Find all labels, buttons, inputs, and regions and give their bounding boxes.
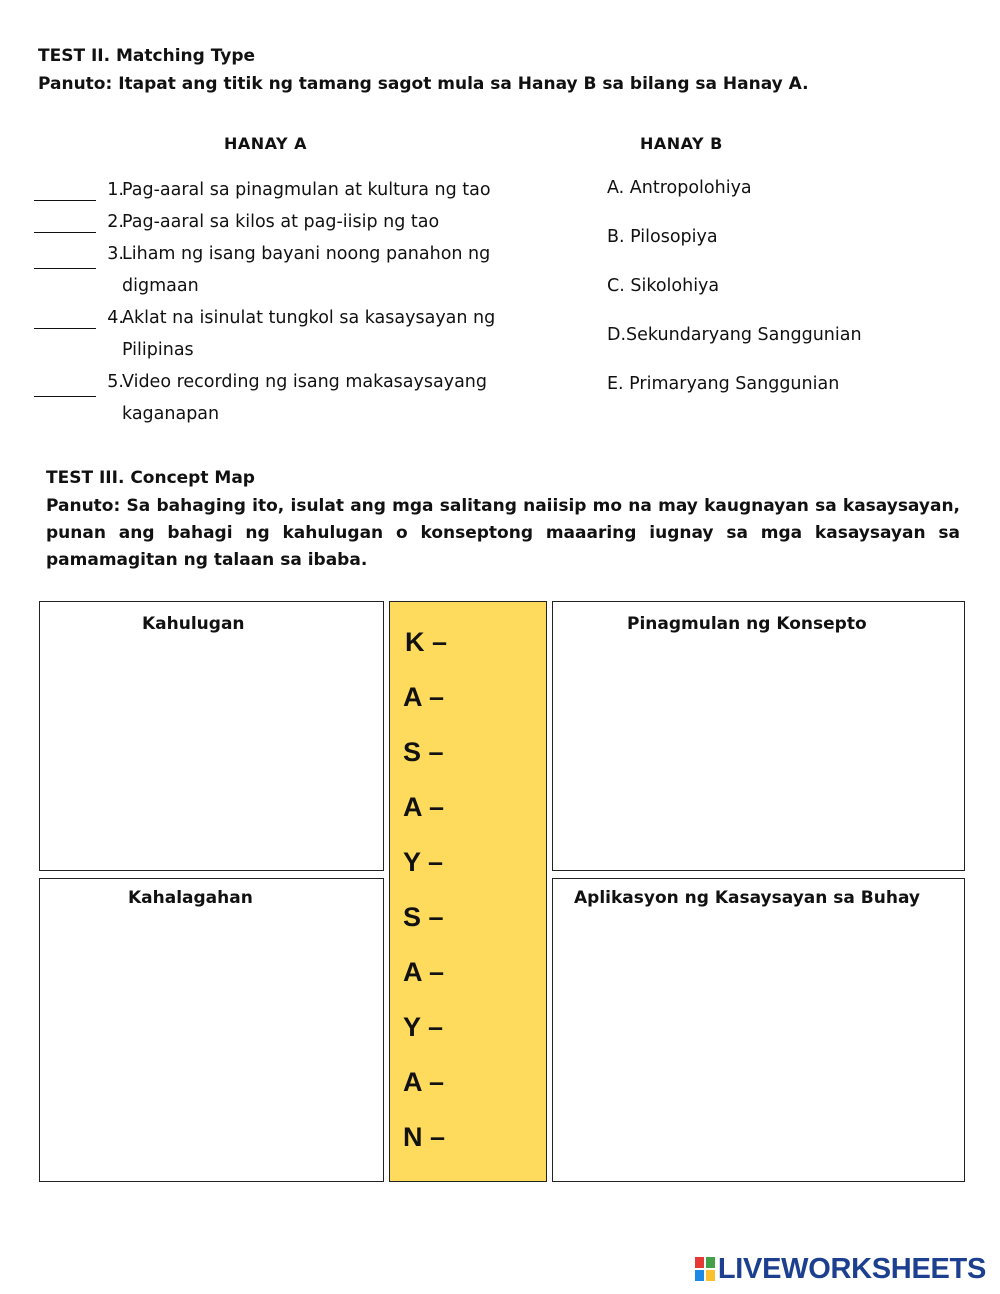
hanay-b-header: HANAY B — [640, 134, 723, 153]
pinagmulan-box[interactable] — [552, 601, 965, 871]
choice-a: A. Antropolohiya — [607, 178, 752, 198]
item-text: Pag-aaral sa pinagmulan at kultura ng tao — [122, 180, 491, 200]
acrostic-letter[interactable]: Y – — [403, 1012, 444, 1042]
item-text: Aklat na isinulat tungkol sa kasaysayan ng — [122, 308, 496, 328]
answer-blank-5[interactable] — [34, 396, 96, 397]
aplikasyon-box[interactable] — [552, 878, 965, 1182]
choice-d: D.Sekundaryang Sanggunian — [607, 325, 862, 345]
choice-e: E. Primaryang Sanggunian — [607, 374, 840, 394]
item-number: 1. — [107, 180, 124, 200]
aplikasyon-label: Aplikasyon ng Kasaysayan sa Buhay — [574, 888, 920, 908]
acrostic-letter[interactable]: Y – — [403, 847, 444, 877]
acrostic-letter[interactable]: N – — [403, 1122, 446, 1152]
kahalagahan-box[interactable] — [39, 878, 384, 1182]
acrostic-letter[interactable]: A – — [403, 1067, 445, 1097]
test2-title: TEST II. Matching Type — [38, 46, 256, 66]
liveworksheets-logo — [695, 1252, 986, 1286]
acrostic-letter[interactable]: A – — [403, 792, 445, 822]
item-number: 2. — [107, 212, 124, 232]
item-text: Liham ng isang bayani noong panahon ng — [122, 244, 491, 264]
matching-item-4 — [0, 302, 560, 366]
logo-text: LIVEWORKSHEETS — [717, 1252, 986, 1285]
matching-item-3 — [0, 238, 560, 302]
item-number: 3. — [107, 244, 124, 264]
answer-blank-1[interactable] — [34, 200, 96, 201]
acrostic-letter[interactable]: K – — [405, 627, 448, 657]
choice-b: B. Pilosopiya — [607, 227, 718, 247]
item-text-cont: kaganapan — [122, 404, 220, 424]
item-number: 5. — [107, 372, 124, 392]
test3-title: TEST III. Concept Map — [46, 468, 255, 488]
matching-item-1 — [0, 174, 560, 206]
pinagmulan-label: Pinagmulan ng Konsepto — [627, 614, 867, 634]
test3-directions: Panuto: Sa bahaging ito, isulat ang mga salitang naiisip mo na may kaugnayan sa kasaysayan, punan ang bahagi ng kahulugan o konseptong maaaring iugnay sa mga kasaysayan sa pamamagitan ng talaan sa ibaba. — [46, 496, 960, 570]
logo-blocks-icon — [695, 1257, 715, 1281]
item-text: Pag-aaral sa kilos at pag-iisip ng tao — [122, 212, 440, 232]
matching-item-5 — [0, 366, 560, 430]
hanay-a-header: HANAY A — [224, 134, 308, 153]
kahulugan-label: Kahulugan — [142, 614, 245, 634]
answer-blank-3[interactable] — [34, 268, 96, 269]
acrostic-letter[interactable]: S – — [403, 737, 444, 767]
item-text-cont: digmaan — [122, 276, 199, 296]
item-text: Video recording ng isang makasaysayang — [122, 372, 487, 392]
answer-blank-4[interactable] — [34, 328, 96, 329]
test2-directions: Panuto: Itapat ang titik ng tamang sagot mula sa Hanay B sa bilang sa Hanay A. — [38, 74, 809, 94]
matching-item-2 — [0, 206, 560, 238]
choice-c: C. Sikolohiya — [607, 276, 720, 296]
acrostic-letter[interactable]: S – — [403, 902, 444, 932]
item-text-cont: Pilipinas — [122, 340, 194, 360]
answer-blank-2[interactable] — [34, 232, 96, 233]
kahulugan-box[interactable] — [39, 601, 384, 871]
acrostic-letter[interactable]: A – — [403, 682, 445, 712]
kahalagahan-label: Kahalagahan — [128, 888, 253, 908]
acrostic-letter[interactable]: A – — [403, 957, 445, 987]
item-number: 4. — [107, 308, 124, 328]
